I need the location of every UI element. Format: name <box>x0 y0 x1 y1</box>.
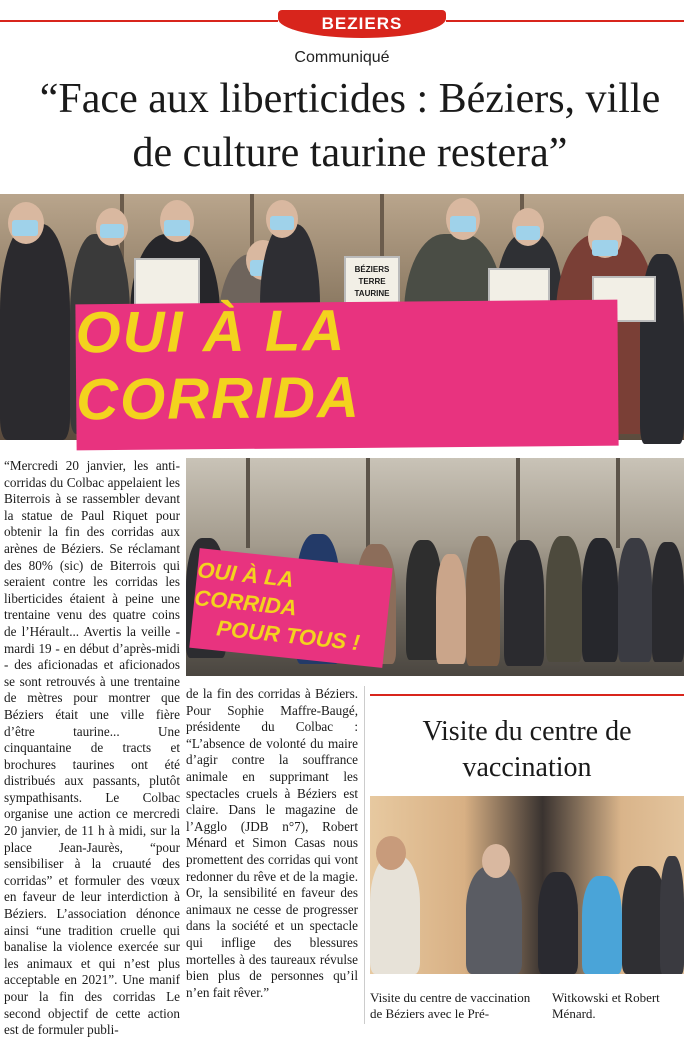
sidebar-rule <box>370 694 684 696</box>
banner-text-line-1: OUI À LA CORRIDA <box>193 557 298 621</box>
photo-caption: Visite du centre de vaccination de Béziers avec le Pré- <box>370 990 531 1021</box>
column-divider <box>364 686 365 1024</box>
sidebar-title: Visite du centre de vaccination <box>422 716 632 783</box>
poster: BÉZIERS TERRE TAURINE <box>344 256 400 304</box>
second-photo <box>186 458 684 676</box>
section-tag: BEZIERS <box>278 10 446 38</box>
kicker: Communiqué <box>294 49 390 66</box>
banner <box>75 300 618 451</box>
banner-text: OUI À LA CORRIDA <box>75 298 362 433</box>
article-column-1: “Mercredi 20 janvier, les anti-corridas du Colbac appelaient les Biterrois à se rassembler devant la statue de Paul Riquet pour obtenir la fin des corridas aux arènes de Béziers. Se réclamant des 80% (sic) de Biterrois qui seraient contre les corridas les liberticides étaient à peine une trentaine venu des quatre coins de l’Hérault... Avertis la veille - mardi 19 - en début d’après-midi - des aficionadas et aficionados se sont retrouvés à une trentaine de mètres pour montrer que Béziers était une ville fière d’être taurine... Une cinquantaine de tracts et brochures taurines ont été distribués aux passants, plutôt sympathisants. Le Colbac organise une action ce mercredi 20 janvier, de 11 h à midi, sur la place Jean-Jaurès, “pour sensibiliser à la cruauté des corridas” et formuler des vœux en faveur de leur interdiction à Béziers. L’association dénonce ainsi “une tradition cruelle qui banalise la violence exercée sur les animaux et qui n’est plus acceptable en 2021”. Une manif pour la fin des corridas Le second objectif de cette action est de formuler publi- <box>4 458 180 1038</box>
banner-text-line-2: POUR TOUS ! <box>215 615 361 656</box>
photo-caption-continued: Witkowski et Robert Ménard. <box>552 990 660 1021</box>
banner <box>189 548 392 668</box>
headline: “Face aux liberticides : Béziers, ville de culture taurine restera” <box>39 76 661 176</box>
section-rule-right <box>446 20 684 22</box>
vaccination-photo <box>370 796 684 974</box>
article-column-2: de la fin des corridas à Béziers. Pour Sophie Maffre-Baugé, présidente du Colbac : “L’absence de volonté du maire d’agir contre la souffrance animale en supprimant les spectacles cruels à Béziers est claire. Dans le magazine de l’Agglo (JDB n°7), Robert Ménard et Simon Casas nous promettent des corridas qui vont redonner du rêve et de la magie. Or, la sensibilité en faveur des animaux ne cesse de progresser dans la société et un spectacle qui inflige des blessures mortelles à des taureaux révulse bien plus de personnes qu’il n’en fait rêver.” <box>186 686 358 1000</box>
section-rule-left <box>0 20 278 22</box>
main-photo <box>0 194 684 440</box>
